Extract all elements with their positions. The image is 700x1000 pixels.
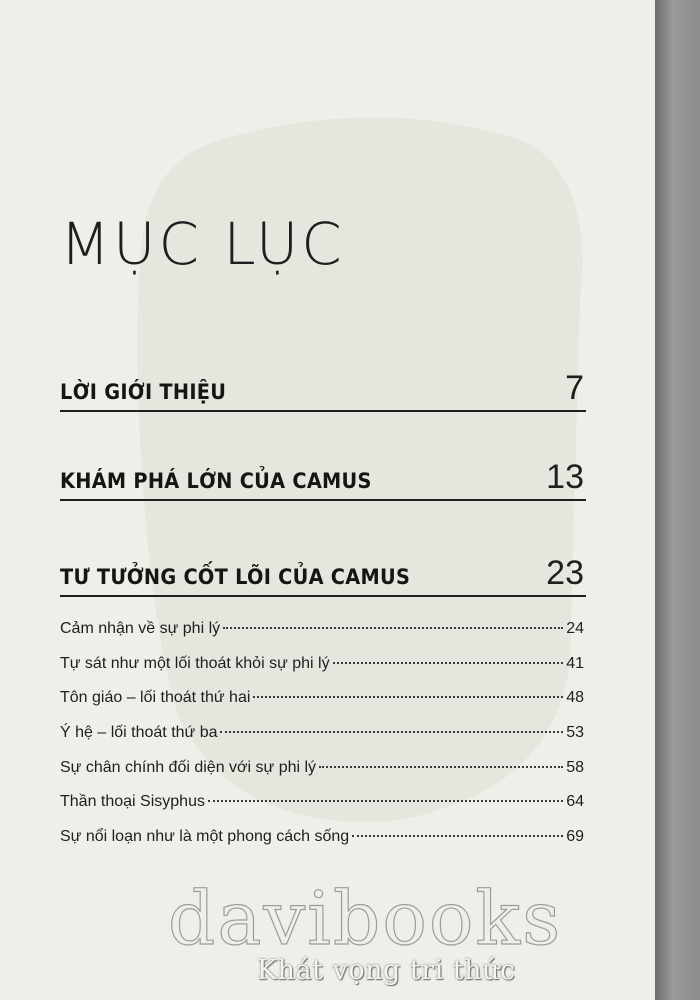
section-page-number: 58 bbox=[566, 758, 584, 776]
page-edge-shadow bbox=[655, 0, 700, 1000]
watermark-brand: davibooks bbox=[168, 876, 563, 962]
section-title: Sự nổi loạn như là một phong cách sống bbox=[60, 828, 350, 846]
section-title: Cảm nhận về sự phi lý bbox=[60, 620, 221, 637]
chapter-page-number: 7 bbox=[565, 369, 584, 407]
toc-row[interactable] bbox=[60, 793, 584, 828]
dot-leader bbox=[208, 800, 563, 802]
section-page-number: 53 bbox=[566, 724, 584, 742]
dot-leader bbox=[253, 696, 563, 698]
section-title: Ý hệ – lối thoát thứ ba bbox=[60, 724, 218, 742]
chapter-title: LỜI GIỚI THIỆU bbox=[60, 380, 227, 404]
toc-row[interactable] bbox=[60, 655, 584, 690]
watermark-tagline: Khát vọng tri thức bbox=[257, 955, 516, 986]
section-title: Thần thoại Sisyphus bbox=[60, 793, 205, 811]
section-title: Tự sát như một lối thoát khỏi sự phi lý bbox=[60, 654, 330, 672]
dot-leader bbox=[333, 662, 564, 664]
section-page-number: 24 bbox=[566, 620, 584, 637]
dot-leader bbox=[319, 766, 563, 768]
toc-row[interactable] bbox=[60, 759, 584, 794]
toc-row[interactable] bbox=[60, 724, 584, 759]
section-title: Tôn giáo – lối thoát thứ hai bbox=[60, 689, 251, 707]
section-page-number: 48 bbox=[566, 689, 584, 707]
dot-leader bbox=[220, 731, 563, 733]
chapter-entry[interactable] bbox=[60, 370, 586, 412]
chapter-page-number: 23 bbox=[546, 554, 584, 592]
chapter-page-number: 13 bbox=[546, 458, 584, 496]
chapter-title: TƯ TƯỞNG CỐT LÕI CỦA CAMUS bbox=[60, 565, 411, 589]
section-page-number: 41 bbox=[566, 654, 584, 672]
section-list bbox=[60, 620, 584, 863]
page-title: MỤC LỤC bbox=[60, 210, 345, 278]
toc-row[interactable] bbox=[60, 689, 584, 724]
chapter-entry[interactable] bbox=[60, 459, 586, 501]
section-page-number: 69 bbox=[566, 828, 584, 846]
toc-row[interactable] bbox=[60, 828, 584, 863]
section-page-number: 64 bbox=[566, 793, 584, 811]
chapter-entry[interactable] bbox=[60, 555, 586, 597]
toc-row[interactable] bbox=[60, 620, 584, 655]
dot-leader bbox=[223, 627, 563, 629]
chapter-title: KHÁM PHÁ LỚN CỦA CAMUS bbox=[60, 469, 372, 493]
dot-leader bbox=[352, 835, 563, 837]
section-title: Sự chân chính đối diện với sự phi lý bbox=[60, 758, 317, 776]
